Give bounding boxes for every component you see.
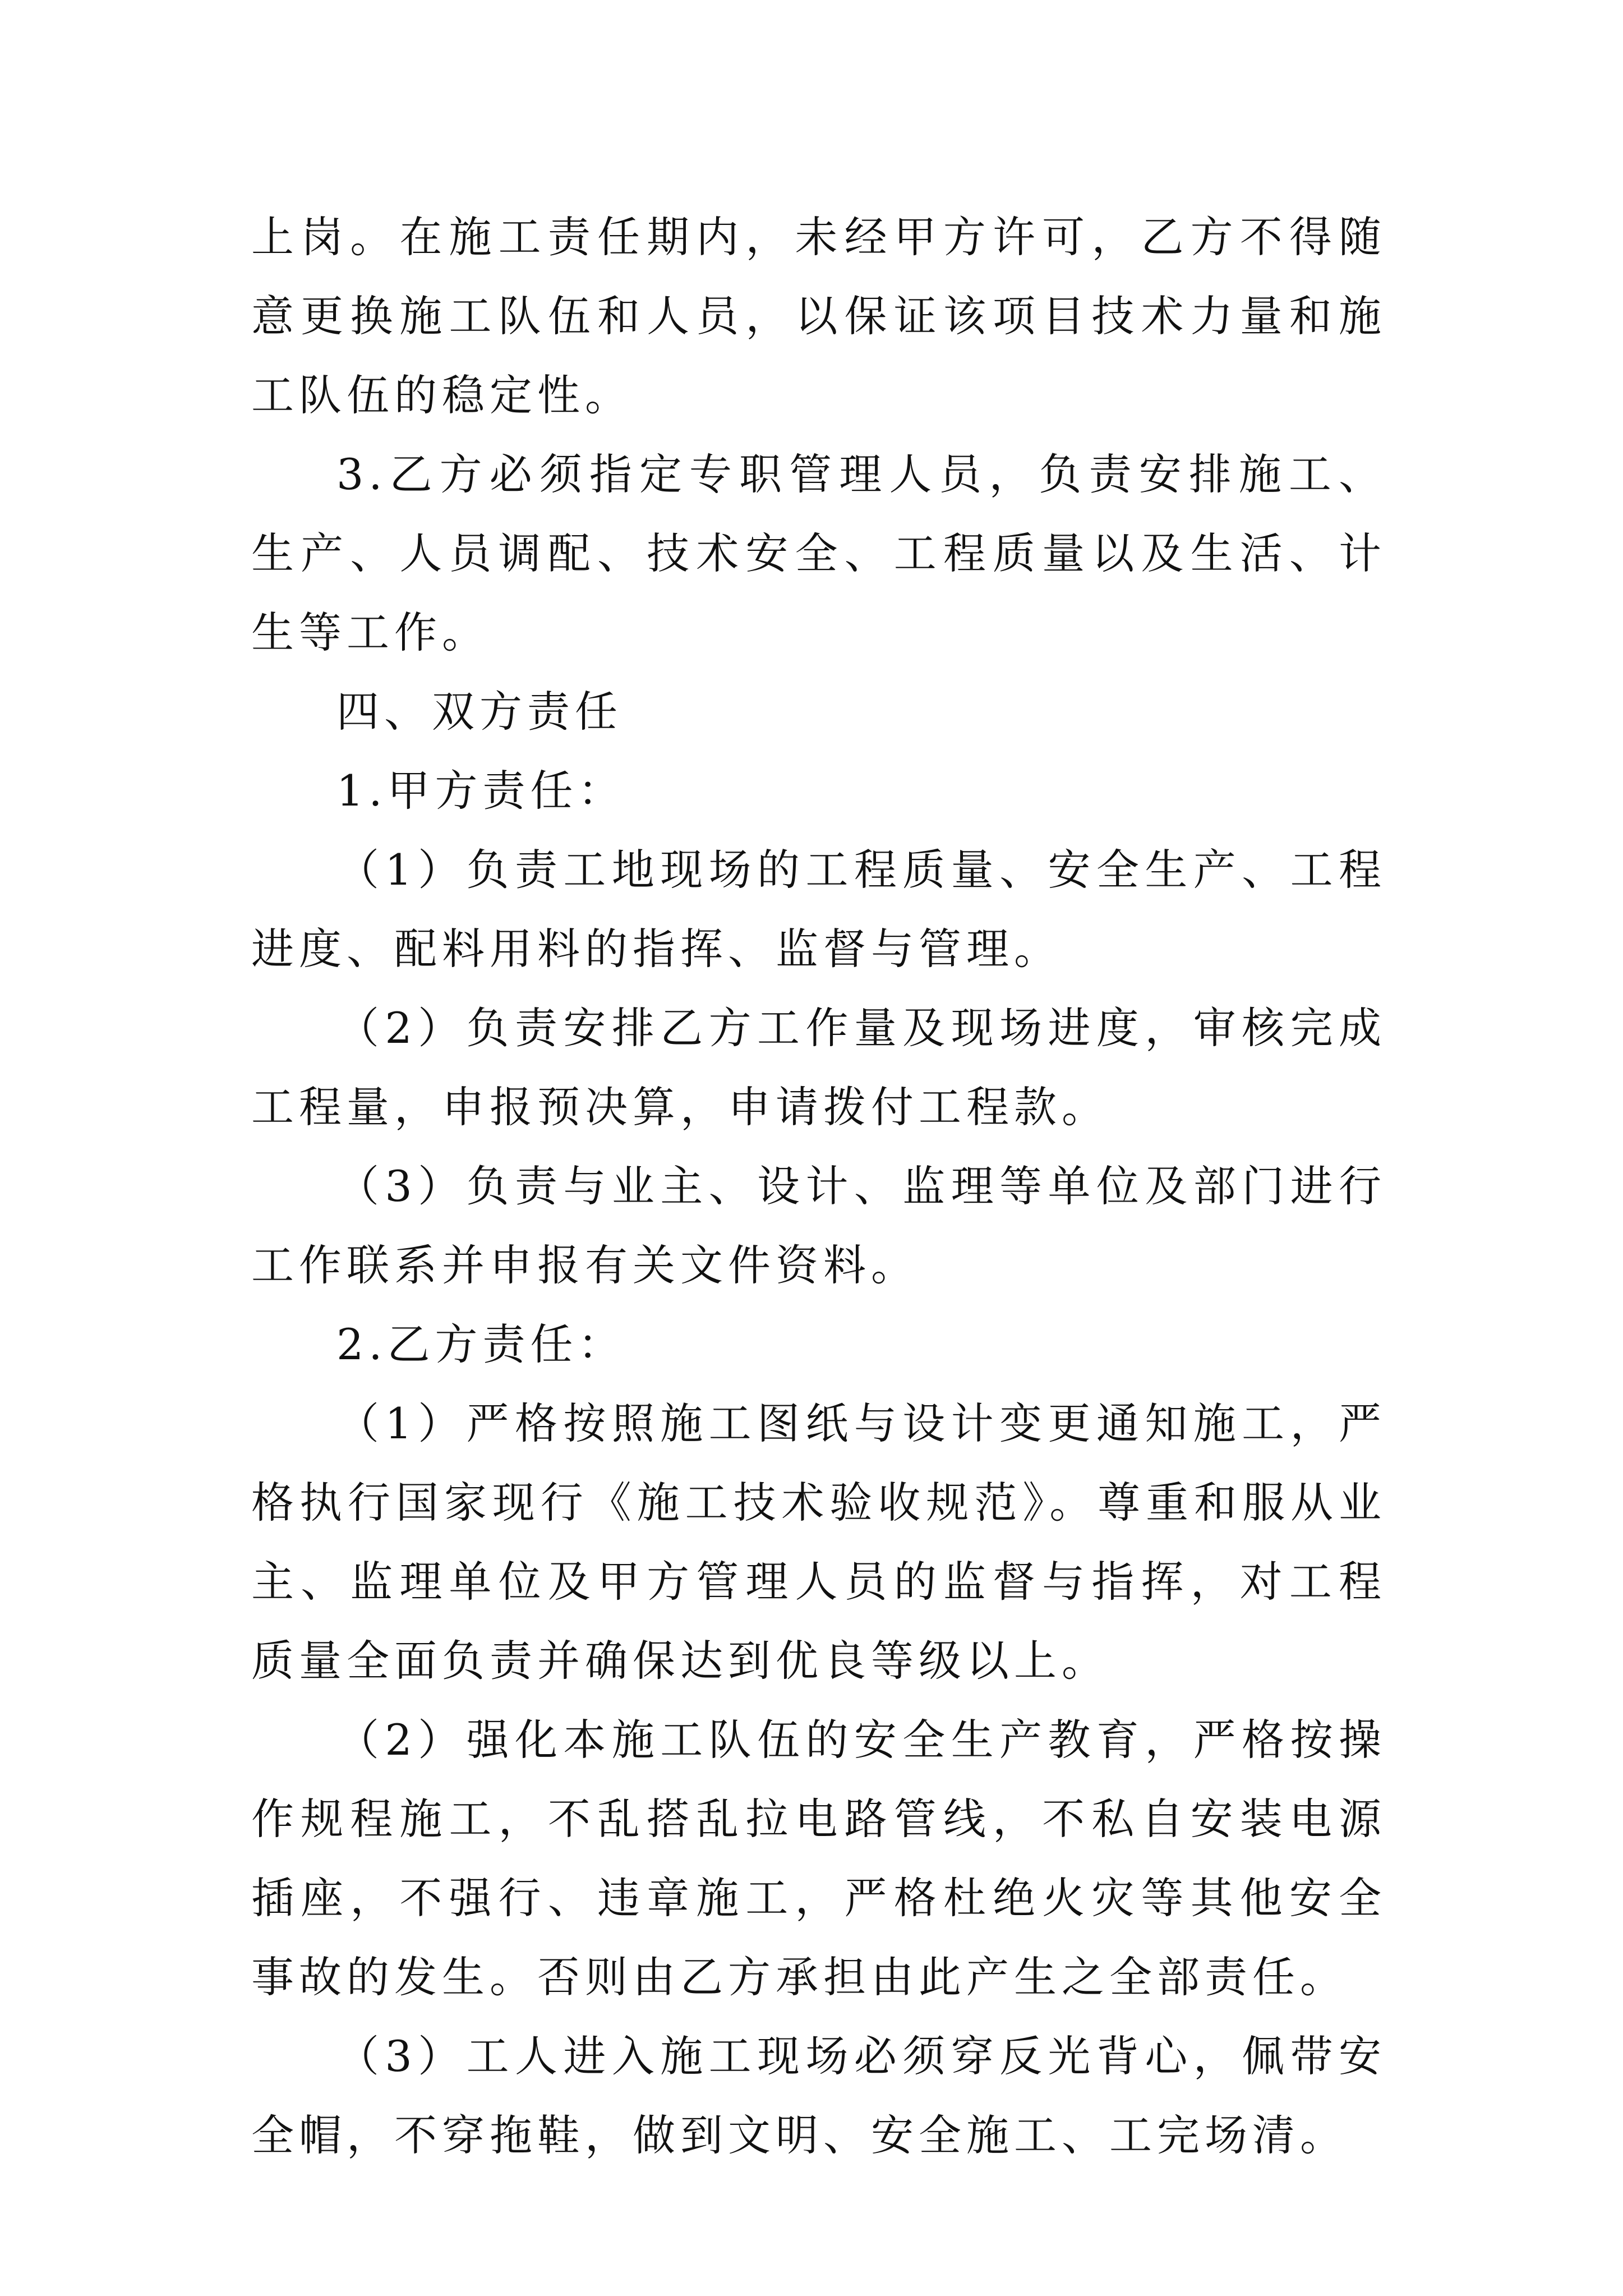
- document-body: [251, 197, 1386, 2175]
- paragraph-party-a-1: （1）负责工地现场的工程质量、安全生产、工程进度、配料用料的指挥、监督与管理。: [251, 845, 1386, 974]
- paragraph-party-a-2: （2）负责安排乙方工作量及现场进度，审核完成工程量，申报预决算，申请拨付工程款。: [251, 1003, 1386, 1132]
- paragraph-party-b-1: （1）严格按照施工图纸与设计变更通知施工，严格执行国家现行《施工技术验收规范》。尊重和服从业主、监理单位及甲方管理人员的监督与指挥，对工程质量全面负责并确保达到优良等级以上。: [251, 1398, 1386, 1686]
- paragraph-continuation: 上岗。在施工责任期内，未经甲方许可，乙方不得随意更换施工队伍和人员，以保证该项目技术力量和施工队伍的稳定性。: [251, 212, 1386, 420]
- paragraph-party-b-3: （3）工人进入施工现场必须穿反光背心，佩带安全帽，不穿拖鞋，做到文明、安全施工、工完场清。: [251, 2031, 1386, 2160]
- paragraph-party-b-2: （2）强化本施工队伍的安全生产教育，严格按操作规程施工，不乱搭乱拉电路管线，不私自安装电源插座，不强行、违章施工，严格杜绝火灾等其他安全事故的发生。否则由乙方承担由此产生之全部责任。: [251, 1715, 1386, 2002]
- section-heading-4: 四、双方责任: [336, 687, 623, 737]
- paragraph-party-a-3: （3）负责与业主、设计、监理等单位及部门进行工作联系并申报有关文件资料。: [251, 1161, 1386, 1290]
- paragraph-item-3: 3.乙方必须指定专职管理人员，负责安排施工、生产、人员调配、技术安全、工程质量以及生活、计生等工作。: [251, 449, 1386, 657]
- subheading-party-b: 2.乙方责任：: [336, 1319, 626, 1369]
- subheading-party-a: 1.甲方责任：: [336, 766, 626, 816]
